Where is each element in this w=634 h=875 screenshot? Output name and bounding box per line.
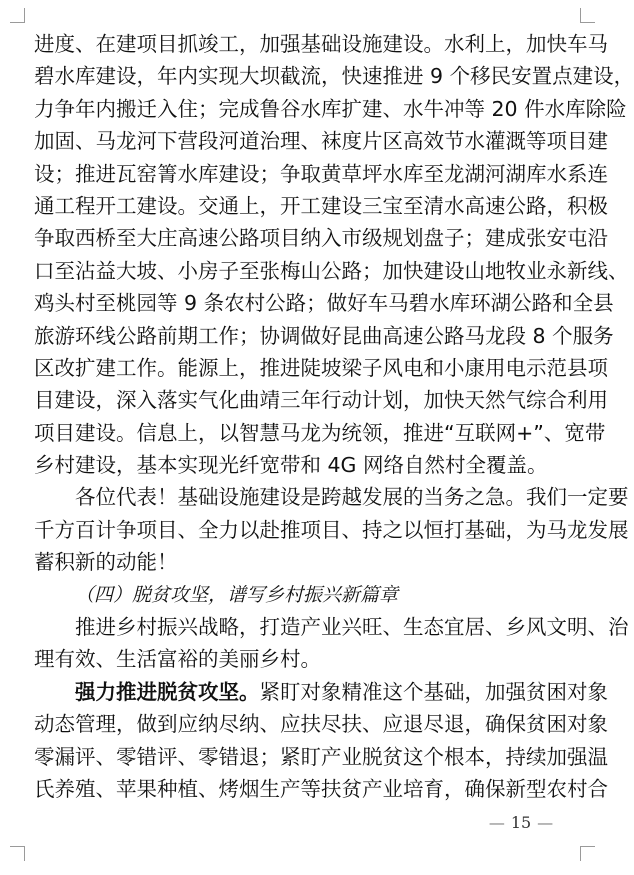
text-line: 碧水库建设，年内实现大坝截流，快速推进 9 个移民安置点建设， (34, 64, 634, 89)
paragraph-poverty-alleviation (34, 676, 608, 806)
text-line: 乡村建设，基本实现光纤宽带和 4G 网络自然村全覆盖。 (34, 453, 548, 478)
text-line: 项目建设。信息上，以智慧马龙为统领，推进“互联网+”、宽带 (34, 420, 606, 445)
text-line: 通工程开工建设。交通上，开工建设三宝至清水高速公路，积极 (34, 193, 608, 218)
text-line: 旅游环线公路前期工作；协调做好昆曲高速公路马龙段 8 个服务 (34, 323, 614, 348)
text-line: 进度、在建项目抓竣工，加强基础设施建设。水利上，加快车马 (34, 32, 608, 56)
page-footer (476, 811, 566, 833)
text-line: 千方百计争项目、全力以赴推项目、持之以恒打基础，为马龙发展 (34, 517, 629, 542)
crop-mark-top-right (580, 8, 595, 23)
text-line: 蓄积新的动能！ (34, 550, 178, 575)
text-line: 争取西桥至大庄高速公路项目纳入市级规划盘子；建成张安屯沿 (34, 226, 608, 251)
crop-mark-bottom-right (580, 846, 595, 861)
text-line: 动态管理，做到应纳尽纳、应扶尽扶、应退尽退，确保贫困对象 (34, 712, 608, 737)
footer-dash-left: — (488, 812, 505, 832)
text-line: 口至沾益大坡、小房子至张梅山公路；加快建设山地牧业永新线、 (34, 258, 629, 283)
text-run: 紧盯对象精准这个基础，加强贫困对象 (259, 679, 608, 704)
crop-mark-top-left (10, 8, 25, 23)
text-line: 鸡头村至桃园等 9 条农村公路；做好车马碧水库环湖公路和全县 (34, 291, 614, 316)
text-line (34, 676, 608, 708)
text-line: 加固、马龙河下营段河道治理、袜度片区高效节水灌溉等项目建 (34, 129, 608, 154)
bold-lead-heading: 强力推进脱贫攻坚。 (75, 679, 260, 704)
text-line: 各位代表！基础设施建设是跨越发展的当务之急。我们一定要 (75, 485, 629, 510)
text-line: 区改扩建工作。能源上，推进陡坡梁子风电和小康用电示范县项 (34, 355, 608, 380)
page-number: 15 (510, 812, 532, 832)
footer-dash-right: — (537, 812, 554, 832)
body-text (34, 28, 634, 805)
text-line: 力争年内搬迁入住；完成鲁谷水库扩建、水牛冲等 20 件水库除险 (34, 96, 627, 121)
text-line: 目建设，深入落实气化曲靖三年行动计划，加快天然气综合利用 (34, 388, 608, 413)
text-line: 氏养殖、苹果种植、烤烟生产等扶贫产业培育，确保新型农村合 (34, 776, 608, 801)
paragraph-rural-revitalization (34, 611, 629, 676)
text-line: 设；推进瓦窑箐水库建设；争取黄草坪水库至龙湖河湖库水系连 (34, 161, 608, 186)
text-line: 推进乡村振兴战略，打造产业兴旺、生态宜居、乡风文明、治 (75, 615, 629, 640)
paragraph-infrastructure (34, 28, 634, 481)
text-line: 理有效、生活富裕的美丽乡村。 (34, 647, 321, 672)
text-line: 零漏评、零错评、零错退；紧盯产业脱贫这个根本，持续加强温 (34, 744, 608, 769)
paragraph-delegates (34, 481, 629, 578)
section-heading: （四）脱贫攻坚，谱写乡村振兴新篇章 (75, 583, 399, 606)
crop-mark-bottom-left (10, 846, 25, 861)
